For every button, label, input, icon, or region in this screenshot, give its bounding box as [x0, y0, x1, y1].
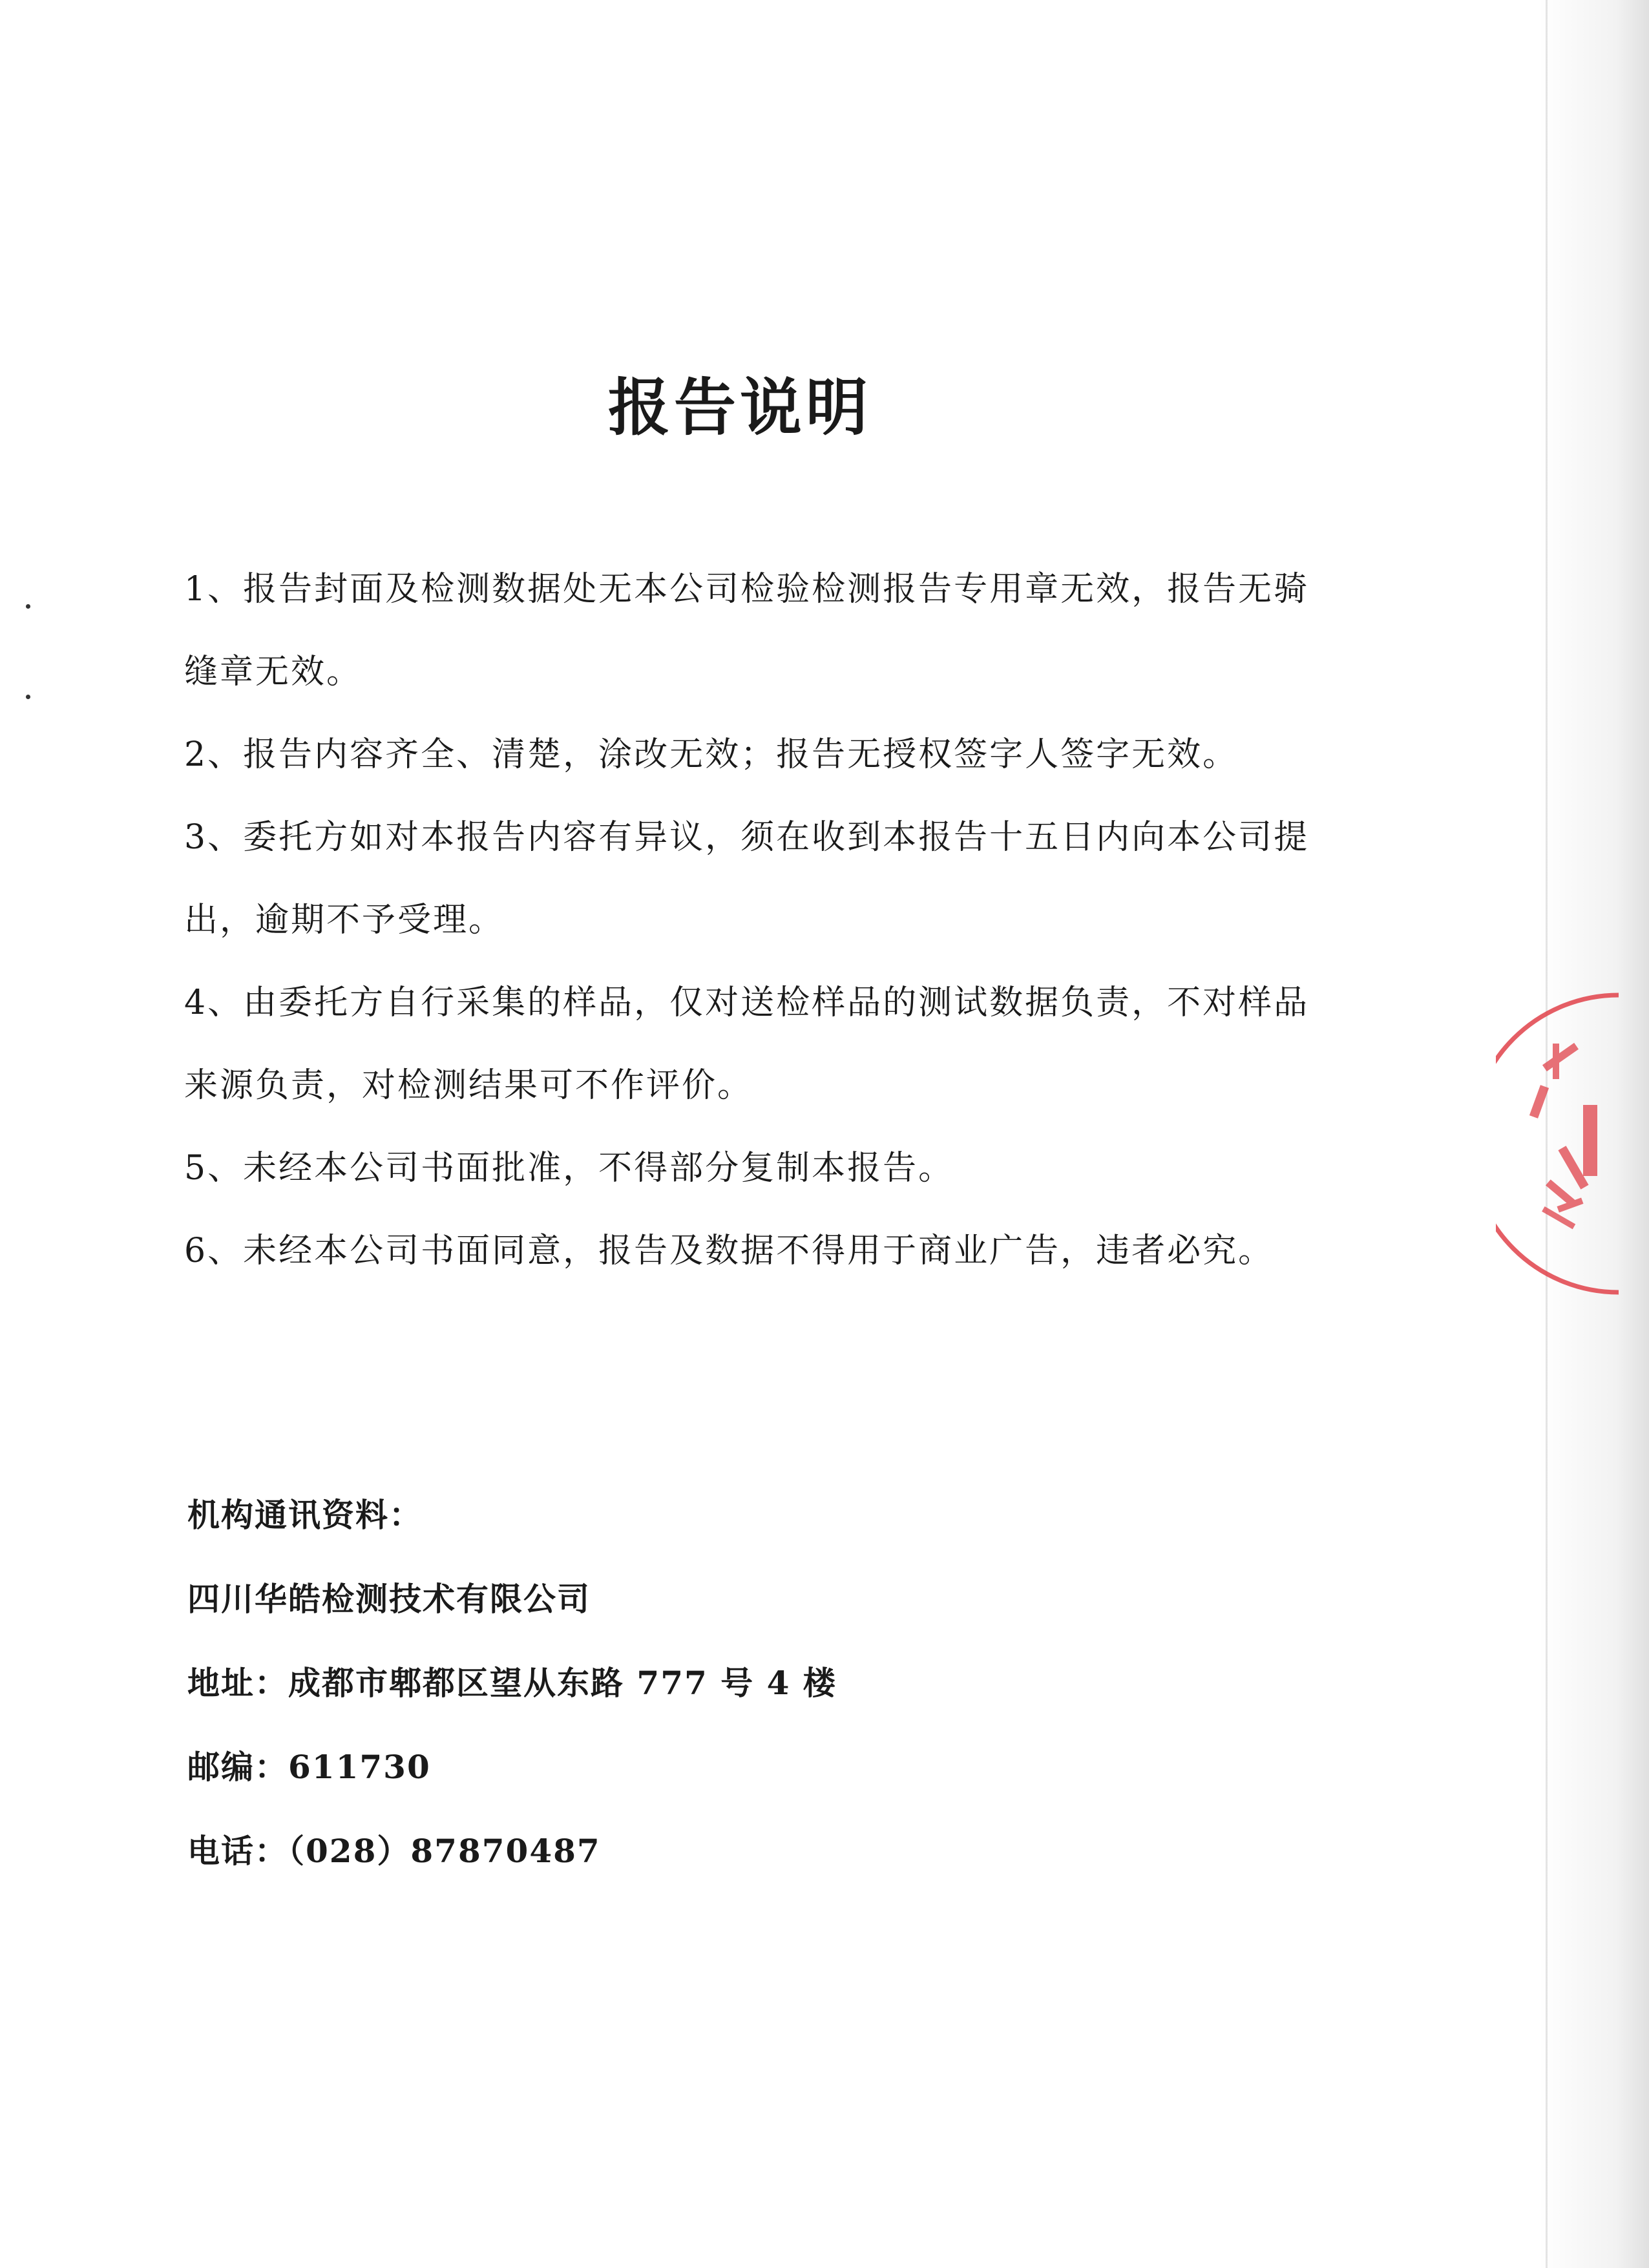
scan-speck [26, 604, 30, 609]
note-item-4: 4、由委托方自行采集的样品，仅对送检样品的测试数据负责，不对样品来源负责，对检测结果可不作评价。 [184, 983, 1310, 1105]
note-item-3: 3、委托方如对本报告内容有异议，须在收到本报告十五日内向本公司提出，逾期不予受理。 [184, 818, 1310, 940]
company-name: 四川华皓检测技术有限公司 [187, 1580, 591, 1618]
note-item-1: 1、报告封面及检测数据处无本公司检验检测报告专用章无效，报告无骑缝章无效。 [184, 570, 1310, 691]
seal-ring [1496, 995, 1619, 1292]
contact-postcode: 邮编：611730 [187, 1748, 431, 1786]
contact-address: 地址：成都市郫都区望从东路 777 号 4 楼 [187, 1664, 837, 1702]
seam-seal-stamp [1496, 982, 1649, 1305]
note-item-5: 5、未经本公司书面批准，不得部分复制本报告。 [184, 1149, 954, 1188]
contact-heading: 机构通讯资料： [187, 1496, 423, 1534]
note-item-6: 6、未经本公司书面同意，报告及数据不得用于商业广告，违者必究。 [184, 1232, 1274, 1270]
contact-info [187, 1473, 1221, 1893]
contact-phone: 电话：（028）87870487 [187, 1832, 601, 1870]
notes-list [184, 548, 1321, 1292]
scan-speck [26, 695, 30, 699]
page-title: 报告说明 [608, 372, 872, 444]
note-item-2: 2、报告内容齐全、清楚，涂改无效；报告无授权签字人签字无效。 [184, 735, 1239, 774]
